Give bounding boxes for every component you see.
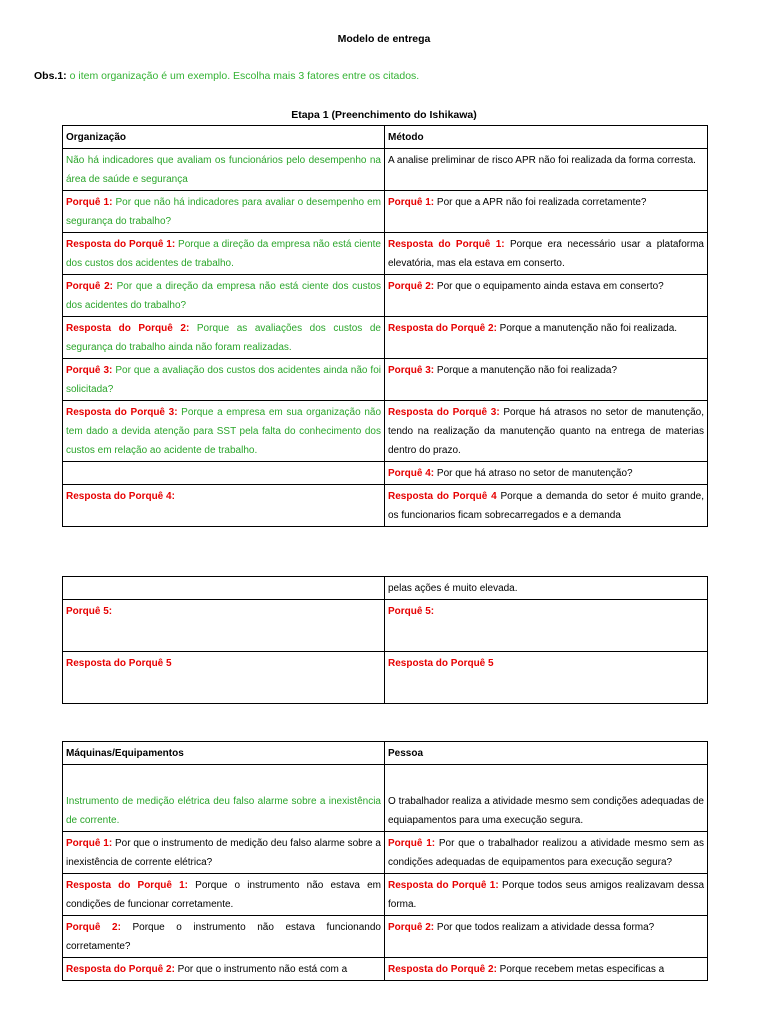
cell-text: Por que o instrumento não está com a xyxy=(174,964,348,975)
question-label: Resposta do Porquê 2: xyxy=(388,323,497,334)
cell-text: Porque o instrumento não estava funcionando corretamente? xyxy=(66,922,381,952)
table-cell xyxy=(63,874,385,916)
question-label: Resposta do Porquê 4: xyxy=(66,491,175,502)
question-label: Porquê 5: xyxy=(388,606,435,617)
cell-text: Por que não há indicadores para avaliar o desempenho em segurança do trabalho? xyxy=(66,197,381,227)
stage-title: Etapa 1 (Preenchimento do Ishikawa) xyxy=(291,109,477,121)
question-label: Porquê 1: xyxy=(388,197,435,208)
table-cell xyxy=(63,359,385,401)
cell-text: Porque a empresa em sua organização não tem dado a devida atenção para SST pela falta do conhecimento dos custos em relação ao acidente de trabalho. xyxy=(66,407,381,456)
cell-text: Não há indicadores que avaliam os funcionários pelo desempenho na área de saúde e segurança xyxy=(66,155,381,185)
table-row xyxy=(63,149,708,191)
cell-text: Por que o equipamento ainda estava em conserto? xyxy=(434,281,664,292)
table-cell xyxy=(63,832,385,874)
table-cell xyxy=(385,275,708,317)
column-header-organizacao: Organização xyxy=(63,126,385,149)
question-label: Porquê 3: xyxy=(66,365,113,376)
question-label: Porquê 2: xyxy=(388,281,435,292)
table-cell xyxy=(385,652,708,704)
ishikawa-table-organizacao-metodo xyxy=(62,125,708,527)
table-cell xyxy=(385,832,708,874)
cell-text: Porque era necessário usar a plataforma elevatória, mas ela estava em conserto. xyxy=(388,239,704,269)
cell-text: A analise preliminar de risco APR não foi realizada da forma corresta. xyxy=(388,155,696,166)
question-label: Porquê 4: xyxy=(388,468,435,479)
question-label: Porquê 2: xyxy=(388,922,435,933)
table-row xyxy=(63,462,708,485)
table-row xyxy=(63,600,708,652)
observation-note xyxy=(34,70,419,82)
table-cell xyxy=(385,874,708,916)
cell-text: O trabalhador realiza a atividade mesmo sem condições adequadas de equiapamentos para uma execução segura. xyxy=(388,796,704,826)
table-row xyxy=(63,958,708,981)
cell-text: Porque a demanda do setor é muito grande, os funcionarios ficam sobrecarregados e a demanda xyxy=(388,491,704,521)
question-label: Porquê 2: xyxy=(66,922,121,933)
table-cell xyxy=(385,916,708,958)
table-cell xyxy=(385,233,708,275)
ishikawa-table-continuation xyxy=(62,576,708,704)
document-title: Modelo de entrega xyxy=(337,33,431,45)
table-row xyxy=(63,832,708,874)
table-cell xyxy=(385,485,708,527)
question-label: Resposta do Porquê 1: xyxy=(66,239,176,250)
column-header-pessoa: Pessoa xyxy=(385,742,708,765)
table-cell xyxy=(385,765,708,832)
cell-text: Porque a manutenção não foi realizada? xyxy=(434,365,618,376)
observation-label: Obs.1: xyxy=(34,70,67,82)
question-label: Resposta do Porquê 5 xyxy=(66,658,172,669)
question-label: Resposta do Porquê 3: xyxy=(66,407,178,418)
cell-text: Porque a manutenção não foi realizada. xyxy=(496,323,678,334)
table-cell xyxy=(385,359,708,401)
table-row xyxy=(63,275,708,317)
table-cell xyxy=(385,462,708,485)
ishikawa-table-maquinas-pessoa xyxy=(62,741,708,981)
question-label: Resposta do Porquê 4 xyxy=(388,491,497,502)
question-label: Resposta do Porquê 2: xyxy=(66,323,190,334)
cell-text: Por que a APR não foi realizada corretamente? xyxy=(434,197,647,208)
cell-text: Por que a avaliação dos custos dos acidentes ainda não foi solicitada? xyxy=(66,365,381,395)
cell-text: Por que o instrumento de medição deu falso alarme sobre a inexistência de corrente elétrica? xyxy=(66,838,381,868)
cell-text: Porque há atrasos no setor de manutenção, tendo na realização da manutenção quanto na entrega de materias dentro do prazo. xyxy=(388,407,705,456)
table-row xyxy=(63,191,708,233)
cell-text: Porque o instrumento não estava em condições de funcionar corretamente. xyxy=(66,880,381,910)
observation-text: o item organização é um exemplo. Escolha mais 3 fatores entre os citados. xyxy=(69,70,420,82)
table-row xyxy=(63,577,708,600)
table-row xyxy=(63,317,708,359)
question-label: Resposta do Porquê 5 xyxy=(388,658,494,669)
cell-text: Por que o trabalhador realizou a atividade mesmo sem as condições adequadas de equipamentos para execução segura? xyxy=(388,838,704,868)
question-label: Resposta do Porquê 3: xyxy=(388,407,500,418)
table-cell xyxy=(385,401,708,462)
table-cell xyxy=(63,462,385,485)
question-label: Porquê 1: xyxy=(66,197,113,208)
cell-text: Porque a direção da empresa não está ciente dos custos dos acidentes de trabalho. xyxy=(66,239,381,269)
cell-text: Por que todos realizam a atividade dessa forma? xyxy=(434,922,655,933)
table-cell xyxy=(385,577,708,600)
table-header-row xyxy=(63,126,708,149)
table-cell xyxy=(385,149,708,191)
table-cell xyxy=(63,765,385,832)
question-label: Porquê 2: xyxy=(66,281,113,292)
table-cell xyxy=(63,652,385,704)
table-cell xyxy=(63,317,385,359)
cell-text: pelas ações é muito elevada. xyxy=(388,583,518,594)
table-row xyxy=(63,652,708,704)
table-cell xyxy=(385,600,708,652)
question-label: Porquê 1: xyxy=(66,838,113,849)
question-label: Porquê 1: xyxy=(388,838,436,849)
table-cell xyxy=(63,958,385,981)
column-header-metodo: Método xyxy=(385,126,708,149)
table-cell xyxy=(63,485,385,527)
table-row xyxy=(63,916,708,958)
table-row xyxy=(63,765,708,832)
question-label: Resposta do Porquê 1: xyxy=(388,880,499,891)
cell-text: Instrumento de medição elétrica deu falso alarme sobre a inexistência de corrente. xyxy=(66,796,381,826)
column-header-maquinas-equipamentos: Máquinas/Equipamentos xyxy=(63,742,385,765)
cell-text: Porque as avaliações dos custos de segurança do trabalho ainda não foram realizadas. xyxy=(66,323,381,353)
question-label: Resposta do Porquê 2: xyxy=(66,964,175,975)
cell-text: Por que a direção da empresa não está ciente dos custos dos acidentes do trabalho? xyxy=(66,281,381,311)
question-label: Resposta do Porquê 1: xyxy=(66,880,189,891)
table-row xyxy=(63,233,708,275)
table-cell xyxy=(63,275,385,317)
table-cell xyxy=(63,401,385,462)
table-cell xyxy=(63,149,385,191)
cell-text: Porque recebem metas especificas a xyxy=(496,964,665,975)
table-cell xyxy=(63,916,385,958)
table-row xyxy=(63,485,708,527)
table-cell xyxy=(385,317,708,359)
cell-text: Porque todos seus amigos realizavam dessa forma. xyxy=(388,880,705,910)
question-label: Resposta do Porquê 1: xyxy=(388,239,505,250)
cell-text: Por que há atraso no setor de manutenção? xyxy=(434,468,633,479)
question-label: Porquê 5: xyxy=(66,606,113,617)
table-cell xyxy=(63,191,385,233)
table-cell xyxy=(385,191,708,233)
table-header-row xyxy=(63,742,708,765)
table-row xyxy=(63,359,708,401)
question-label: Resposta do Porquê 2: xyxy=(388,964,497,975)
table-row xyxy=(63,401,708,462)
table-cell xyxy=(63,233,385,275)
table-cell xyxy=(385,958,708,981)
table-cell xyxy=(63,577,385,600)
question-label: Porquê 3: xyxy=(388,365,435,376)
table-row xyxy=(63,874,708,916)
table-cell xyxy=(63,600,385,652)
